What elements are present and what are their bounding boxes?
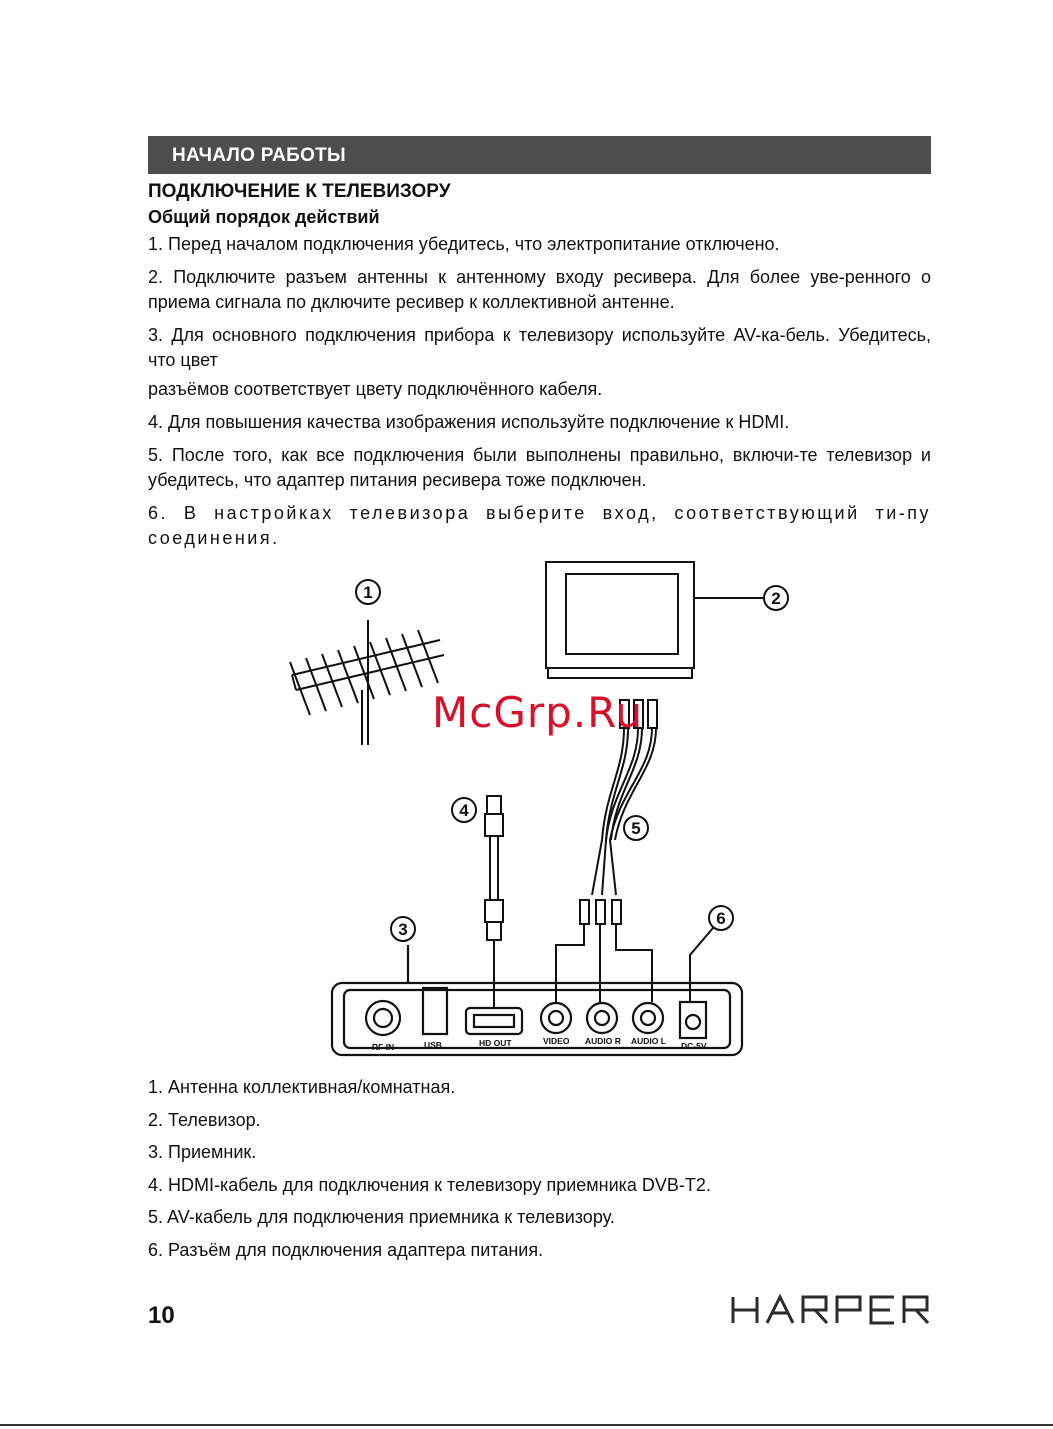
section-title: ПОДКЛЮЧЕНИЕ К ТЕЛЕВИЗОРУ (148, 181, 451, 202)
connection-diagram (270, 555, 781, 1065)
bottom-rule (0, 1424, 1053, 1426)
step-6: 6. В настройках телевизора выберите вход, соответствующий ти-пу соединения. (148, 503, 931, 548)
legend-item-1: 1. Антенна коллективная/комнатная. (148, 1077, 456, 1097)
legend-item-6: 6. Разъём для подключения адаптера питания. (148, 1239, 544, 1260)
legend-item-5: 5. AV-кабель для подключения приемника к телевизору. (148, 1207, 615, 1227)
watermark: McGrp.Ru (432, 688, 644, 737)
hdmi-cable (485, 796, 503, 1008)
step-2: 2. Подключите разъем антенны к антенному входу ресивера. Для более уве-ренного о приема сигнала по дключите ресивер к коллективной антенне. (148, 267, 931, 312)
callout-4-label: 4 (459, 801, 469, 820)
port-label-rf-in: RF IN (372, 1042, 395, 1052)
av-cable (556, 700, 657, 1002)
port-label-audio-r: AUDIO R (585, 1036, 621, 1046)
legend-item-4: 4. HDMI-кабель для подключения к телевизору приемника DVB-T2. (148, 1174, 711, 1195)
step-1: 1. Перед началом подключения убедитесь, что электропитание отключено. (148, 234, 780, 254)
antenna-icon (290, 620, 444, 745)
port-label-dc: DC-5V (681, 1041, 707, 1051)
section-header-bar: НАЧАЛО РАБОТЫ (148, 136, 931, 174)
step-4: 4. Для повышения качества изображения используйте подключение к HDMI. (148, 412, 790, 432)
legend-item-2: 2. Телевизор. (148, 1109, 261, 1130)
port-label-video: VIDEO (543, 1036, 570, 1046)
legend-item-3: 3. Приемник. (148, 1142, 257, 1162)
tv-icon (546, 562, 766, 678)
callout-5-label: 5 (631, 819, 641, 838)
callout-1-label: 1 (363, 583, 373, 602)
callout-2-label: 2 (771, 589, 781, 608)
callout-3-label: 3 (398, 920, 408, 939)
page-number: 10 (148, 1302, 175, 1329)
step-3: 3. Для основного подключения прибора к телевизору используйте AV-ка-бель. Убедитесь, что цвет (148, 325, 931, 370)
port-label-hd-out: HD OUT (479, 1038, 512, 1048)
callout-6-label: 6 (716, 909, 726, 928)
port-label-audio-l: AUDIO L (631, 1036, 666, 1046)
port-label-usb: USB (424, 1040, 442, 1050)
legend-list (148, 1071, 711, 1266)
harper-logo (730, 1293, 930, 1327)
receiver-icon (332, 945, 742, 1055)
steps-list (148, 232, 931, 559)
subsection-title: Общий порядок действий (148, 207, 380, 227)
step-5: 5. После того, как все подключения были выполнены правильно, включи-те телевизор и убедитесь, что адаптер питания ресивера тоже подключен. (148, 445, 931, 490)
step-3-continued: разъёмов соответствует цвету подключённого кабеля. (148, 379, 603, 399)
